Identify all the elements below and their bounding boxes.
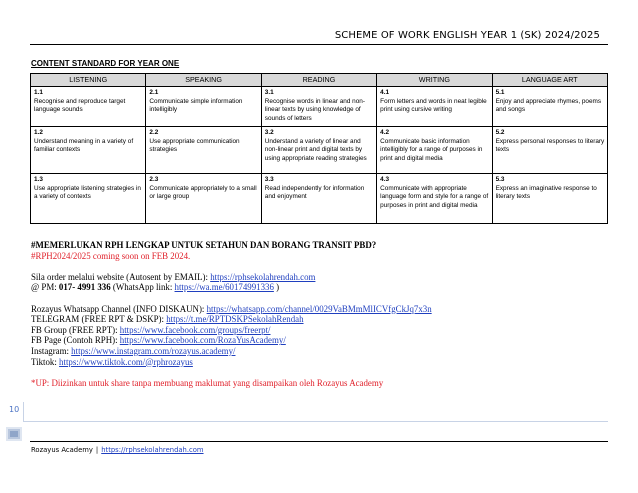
pm-label: @ PM: — [31, 282, 59, 293]
order-label: Sila order melalui website (Autosent by EMAIL): — [31, 271, 211, 282]
fb-group-line — [31, 325, 601, 336]
standard-code: 4.2 — [380, 129, 390, 136]
table-cell — [146, 127, 261, 174]
standard-text: Communicate basic information intelligibly for a range of purposes in print and digital media — [380, 137, 483, 162]
standard-text: Recognise and reproduce target language sounds — [34, 97, 126, 114]
standard-text: Understand meaning in a variety of familiar contexts — [34, 137, 134, 154]
standard-code: 2.1 — [149, 89, 159, 96]
website-link[interactable]: https://rphsekolahrendah.com — [210, 271, 316, 282]
table-header-row — [31, 74, 608, 87]
content-standard-table — [30, 73, 608, 224]
standard-text: Use appropriate communication strategies — [149, 137, 240, 154]
standard-code: 5.3 — [495, 176, 505, 183]
standard-code: 4.3 — [380, 176, 390, 183]
standard-text: Communicate simple information intelligibly — [149, 97, 243, 114]
standard-code: 5.1 — [495, 89, 505, 96]
tiktok-label: Tiktok: — [31, 356, 60, 367]
whatsapp-channel-line — [31, 304, 601, 315]
standard-text: Use appropriate listening strategies in a variety of contexts — [34, 184, 141, 201]
footer-website-link[interactable]: https://rphsekolahrendah.com — [101, 446, 204, 454]
standard-code: 3.3 — [264, 176, 274, 183]
table-cell — [261, 87, 376, 127]
instagram-label: Instagram: — [31, 345, 72, 356]
tiktok-line — [31, 357, 601, 368]
column-header: SPEAKING — [146, 74, 261, 87]
telegram-line — [31, 314, 601, 325]
table-cell — [492, 127, 607, 174]
table-cell — [146, 174, 261, 224]
page-number-rule — [24, 421, 608, 422]
table-cell — [377, 174, 492, 224]
notice-heading: #MEMERLUKAN RPH LENGKAP UNTUK SETAHUN DAN BORANG TRANSIT PBD? — [31, 240, 377, 250]
table-cell — [31, 87, 146, 127]
standard-code: 4.1 — [380, 89, 390, 96]
table-cell — [31, 174, 146, 224]
standard-text: Communicate appropriately to a small or large group — [149, 184, 257, 201]
standard-code: 3.2 — [264, 129, 274, 136]
fb-group-label: FB Group (FREE RPT): — [31, 324, 120, 335]
table-row — [31, 87, 608, 127]
table-cell — [261, 127, 376, 174]
standard-text: Enjoy and appreciate rhymes, poems and songs — [495, 97, 602, 114]
standard-code: 1.2 — [34, 129, 43, 136]
header-rule — [30, 44, 608, 45]
telegram-label: TELEGRAM (FREE RPT & DSKP): — [31, 314, 167, 325]
section-title: CONTENT STANDARD FOR YEAR ONE — [31, 59, 180, 68]
column-header: READING — [261, 74, 376, 87]
table-row — [31, 174, 608, 224]
column-header: LISTENING — [31, 74, 146, 87]
instagram-line — [31, 346, 601, 357]
standard-text: Recognise words in linear and non-linear texts by using knowledge of sounds of letters — [264, 97, 365, 122]
page-corner-icon — [6, 427, 22, 441]
footer-separator: | — [95, 446, 99, 454]
pm-line — [31, 282, 601, 293]
standard-text: Form letters and words in neat legible print using cursive writing — [380, 97, 487, 114]
standard-code: 2.3 — [149, 176, 159, 183]
document-header-title: SCHEME OF WORK ENGLISH YEAR 1 (SK) 2024/2025 — [334, 30, 600, 41]
fb-page-label: FB Page (Contoh RPH): — [31, 335, 120, 346]
whatsapp-channel-link[interactable]: https://whatsapp.com/channel/0029VaBMmMlICVfgCkJq7x3n — [206, 303, 432, 314]
footer-brand: Rozayus Academy — [31, 446, 93, 454]
whatsapp-channel-label: Rozayus Whatsapp Channel (INFO DISKAUN): — [31, 303, 207, 314]
disclaimer-text: *UP: Diizinkan untuk share tanpa membuang maklumat yang disampaikan oleh Rozayus Academy — [31, 377, 384, 388]
table-cell — [492, 87, 607, 127]
table-cell — [492, 174, 607, 224]
standard-text: Read independently for information and enjoyment — [264, 184, 365, 201]
telegram-link[interactable]: https://t.me/RPTDSKPSekolahRendah — [166, 314, 304, 325]
tiktok-link[interactable]: https://www.tiktok.com/@rphrozayus — [59, 356, 193, 367]
order-line — [31, 272, 601, 283]
footer-rule — [30, 441, 608, 442]
notice-block — [31, 240, 601, 388]
column-header: LANGUAGE ART — [492, 74, 607, 87]
fb-group-link[interactable]: https://www.facebook.com/groups/freerpt/ — [119, 324, 271, 335]
standard-text: Understand a variety of linear and non-linear print and digital texts by using appropriate reading strategies — [264, 137, 367, 162]
standard-code: 5.2 — [495, 129, 505, 136]
footer — [31, 446, 204, 454]
table-cell — [146, 87, 261, 127]
page-number: 10 — [9, 405, 20, 414]
standard-code: 3.1 — [264, 89, 274, 96]
pm-number: 017- 4991 336 — [58, 282, 111, 293]
standard-code: 1.1 — [34, 89, 43, 96]
table-cell — [31, 127, 146, 174]
table-cell — [261, 174, 376, 224]
pm-middle: (WhatsApp link: — [110, 282, 175, 293]
fb-page-link[interactable]: https://www.facebook.com/RozaYusAcademy/ — [119, 335, 286, 346]
table-row — [31, 127, 608, 174]
whatsapp-link[interactable]: https://wa.me/60174991336 — [174, 282, 274, 293]
standard-text: Express an imaginative response to literary texts — [495, 184, 597, 201]
standard-code: 2.2 — [149, 129, 159, 136]
standard-text: Express personal responses to literary texts — [495, 137, 605, 154]
standard-code: 1.3 — [34, 176, 43, 183]
instagram-link[interactable]: https://www.instagram.com/rozayus.academy/ — [71, 345, 236, 356]
coming-soon-text: #RPH2024/2025 coming soon on FEB 2024. — [31, 250, 191, 261]
pm-suffix: ) — [273, 282, 280, 293]
table-cell — [377, 127, 492, 174]
column-header: WRITING — [377, 74, 492, 87]
fb-page-line — [31, 335, 601, 346]
standard-text: Communicate with appropriate language form and style for a range of purposes in print and digital media — [380, 184, 489, 209]
table-cell — [377, 87, 492, 127]
